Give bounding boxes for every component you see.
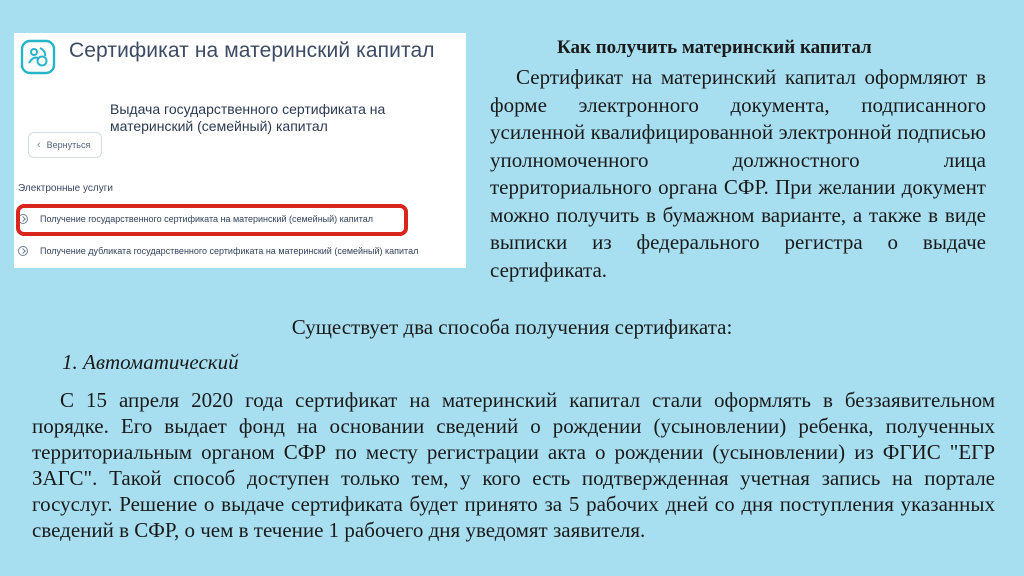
certificate-screenshot	[14, 33, 466, 268]
gosuslugi-family-logo-icon	[20, 39, 56, 75]
methods-heading: Существует два способа получения сертификата:	[291, 315, 733, 339]
service-link-duplicate[interactable]	[18, 240, 458, 262]
back-button[interactable]	[28, 132, 102, 158]
section-paragraph: Сертификат на материнский капитал оформляют в форме электронного документа, подписанного усиленной квалифицированной электронной подписью уполномоченного должностного лица территориального органа СФР. При желании документ можно получить в бумажном варианте, а также в виде выписки из федерального регистра о выдаче сертификата.	[490, 65, 986, 282]
chevron-circle-icon	[18, 246, 28, 256]
highlight-frame	[16, 204, 408, 236]
service-link-label: Получение государственного сертификата на материнский (семейный) капитал	[40, 214, 373, 224]
section-label: Электронные услуги	[18, 183, 113, 194]
back-button-label: Вернуться	[46, 140, 91, 150]
app-title: Сертификат на материнский капитал	[69, 39, 435, 62]
method-1-title: 1. Автоматический	[62, 350, 239, 374]
service-link-label: Получение дубликата государственного сертификата на материнский (семейный) капитал	[40, 246, 419, 256]
service-heading: Выдача государственного сертификата на материнский (семейный) капитал	[110, 101, 386, 134]
method-1-paragraph: С 15 апреля 2020 года сертификат на материнский капитал стали оформлять в беззаявительном порядке. Его выдает фонд на основании сведений о рождении (усыновлении) ребенка, полученных территориальным органом СФР по месту регистрации акта о рождении (усыновлении) из ФГИС "ЕГР ЗАГС". Такой способ доступен только тем, у кого есть подтвержденная учетная запись на портале госуслуг. Решение о выдаче сертификата будет принято за 5 рабочих дней со дня поступления указанных сведений в СФР, о чем в течение 1 рабочего дня уведомят заявителя.	[32, 388, 995, 542]
section-title: Как получить материнский капитал	[557, 37, 872, 58]
chevron-left-icon: ‹	[37, 139, 41, 151]
